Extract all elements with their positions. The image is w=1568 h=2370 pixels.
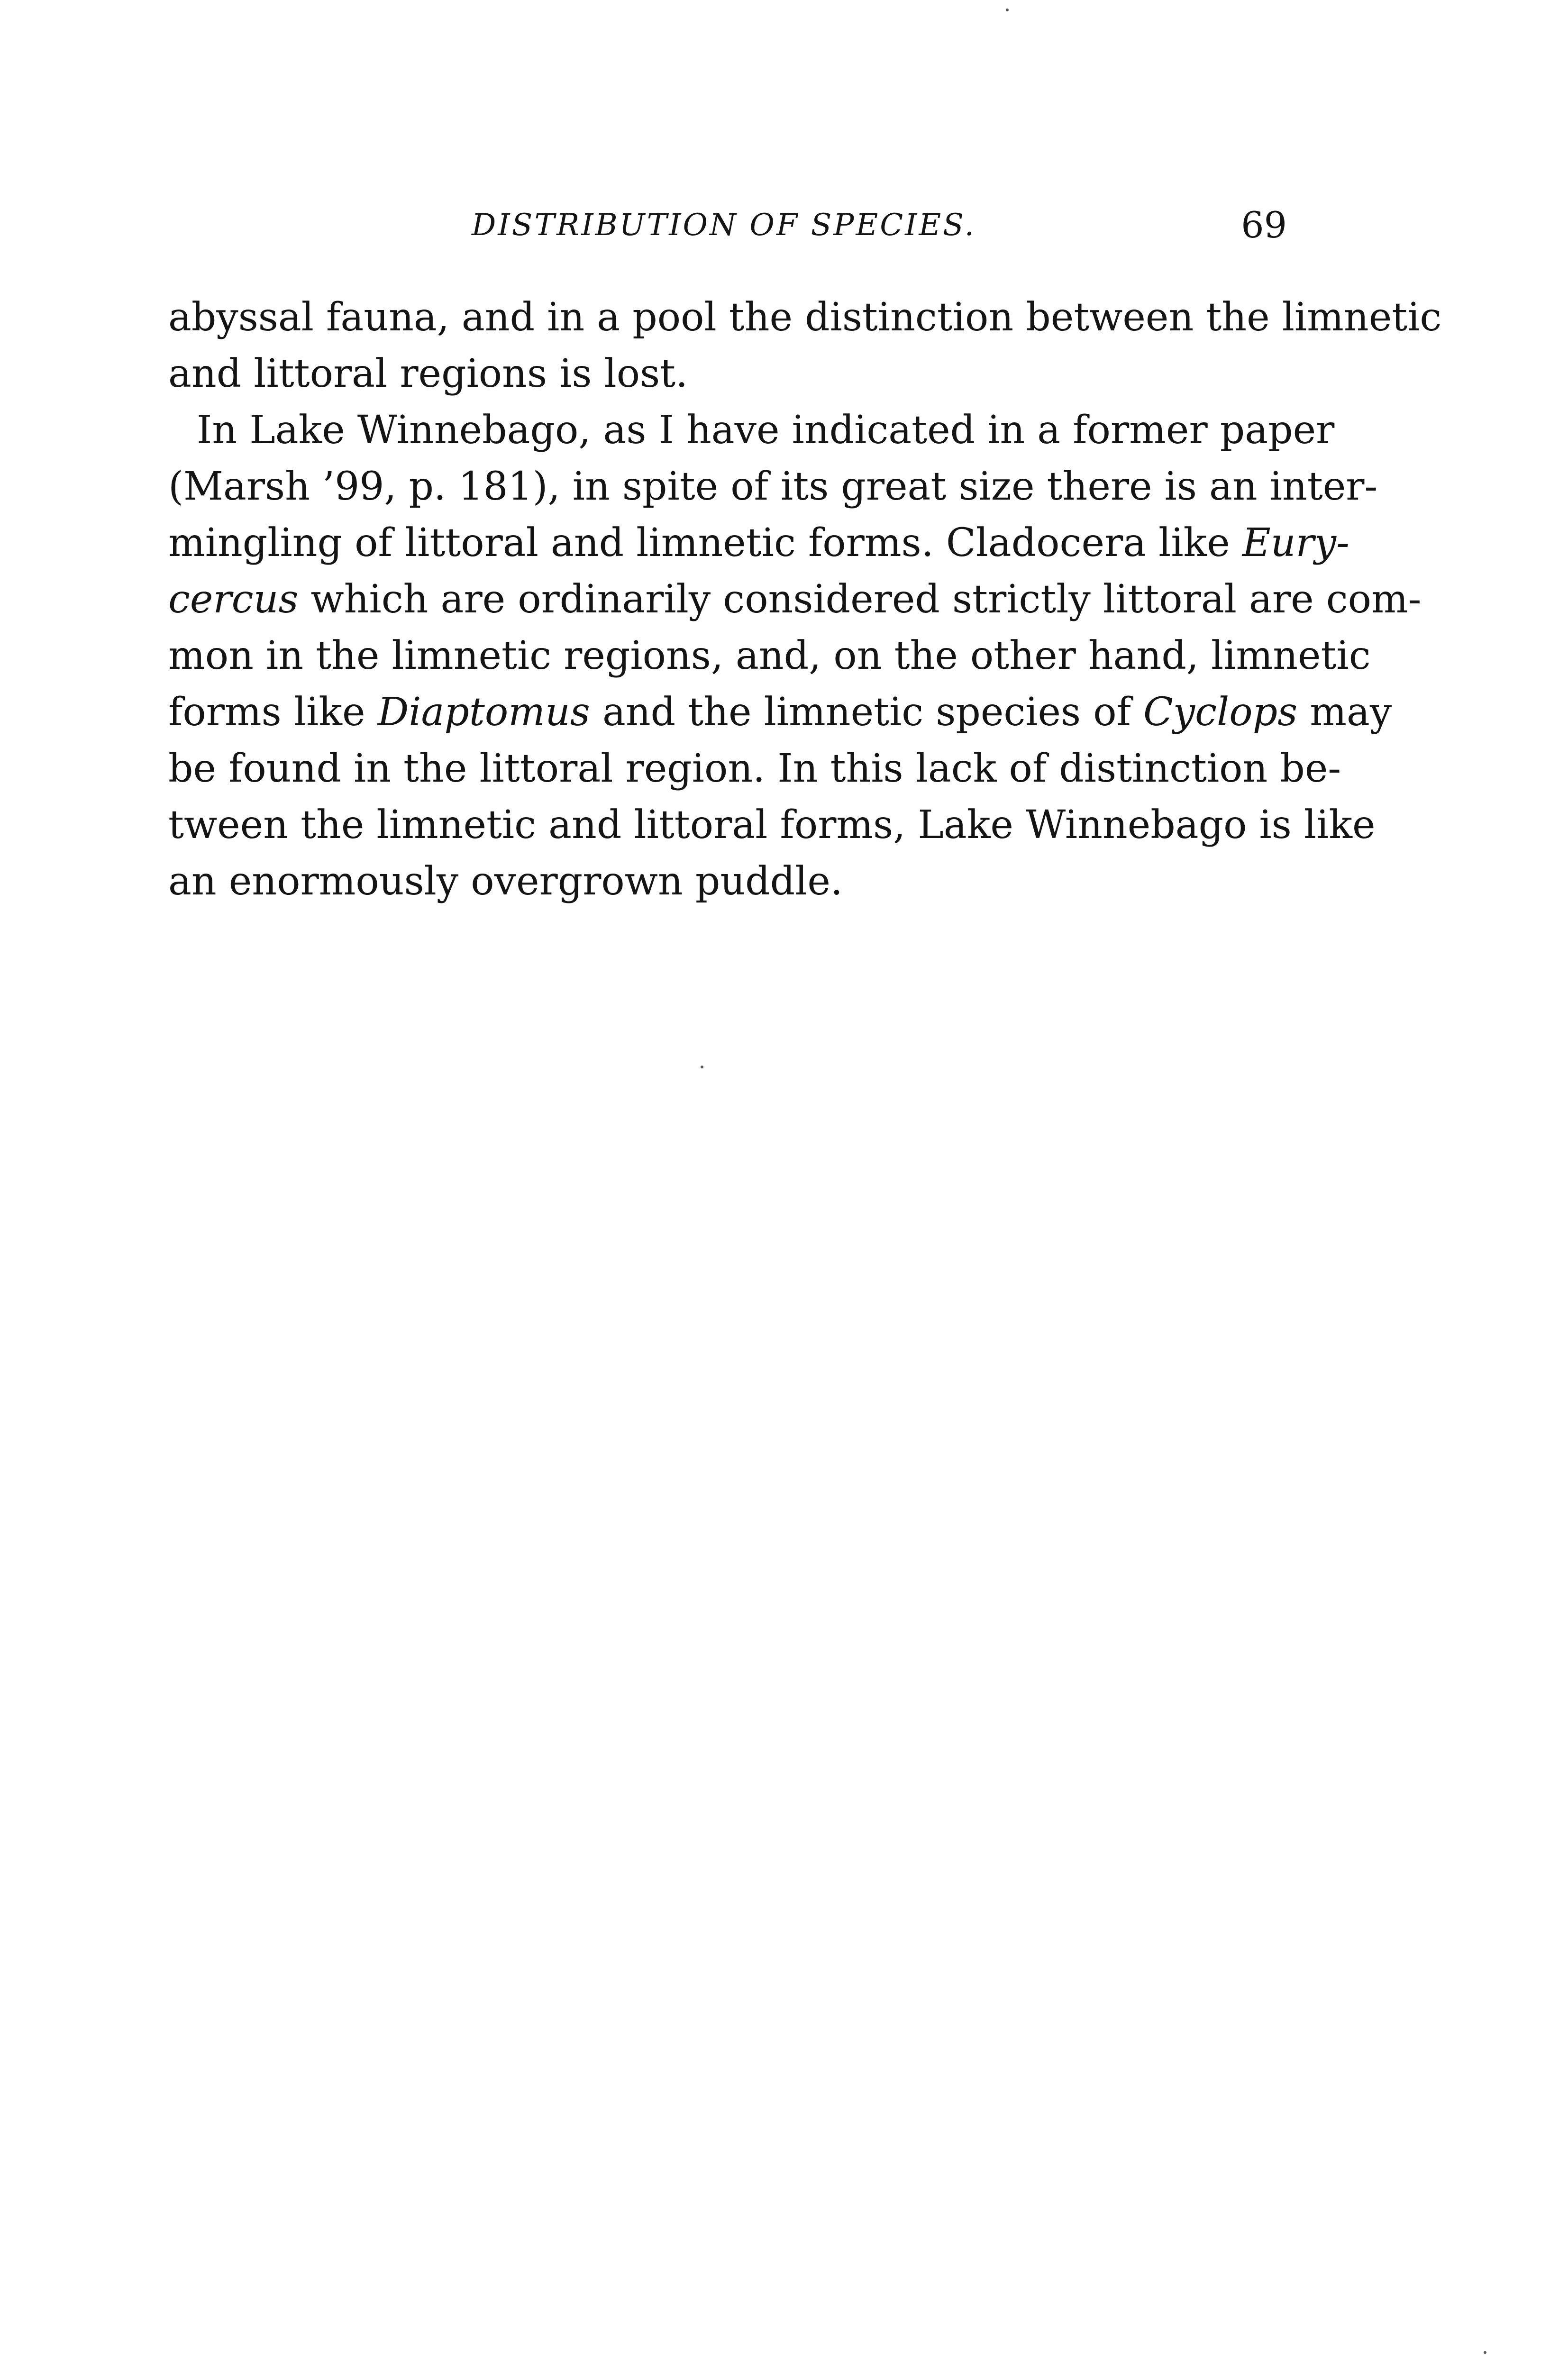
body-text xyxy=(168,289,1442,910)
genus-diaptomus: Diaptomus xyxy=(377,690,590,735)
text-line-3: In Lake Winnebago, as I have indicated in a former paper xyxy=(197,408,1335,453)
text-line-6: cercus which are ordinarily considered strictly littoral are com- xyxy=(168,577,1422,622)
text-line-9: be found in the littoral region. In this lack of distinction be- xyxy=(168,746,1341,791)
genus-eurycercus-end: cercus xyxy=(168,577,299,622)
text-line-7: mon in the limnetic regions, and, on the other hand, limnetic xyxy=(168,633,1371,678)
paper-speck xyxy=(1006,9,1009,11)
text-line-5: mingling of littoral and limnetic forms. Cladocera like Eury- xyxy=(168,520,1349,565)
genus-eurycercus-start: Eury- xyxy=(1242,520,1349,565)
page-number: 69 xyxy=(1241,204,1287,246)
text-line-2: and littoral regions is lost. xyxy=(168,351,688,396)
text-line-1: abyssal fauna, and in a pool the distinction between the limnetic xyxy=(168,295,1442,340)
text-line-10: tween the limnetic and littoral forms, Lake Winnebago is like xyxy=(168,802,1376,848)
paper-speck xyxy=(1484,2351,1486,2354)
text-line-4: (Marsh ’99, p. 181), in spite of its great size there is an inter- xyxy=(168,464,1378,509)
genus-cyclops: Cyclops xyxy=(1143,690,1298,735)
running-title: DISTRIBUTION OF SPECIES. xyxy=(472,208,976,243)
text-line-11: an enormously overgrown puddle. xyxy=(168,859,843,904)
running-head xyxy=(168,204,1287,256)
paper-speck xyxy=(701,1066,703,1068)
text-line-8: forms like Diaptomus and the limnetic species of Cyclops may xyxy=(168,690,1392,735)
